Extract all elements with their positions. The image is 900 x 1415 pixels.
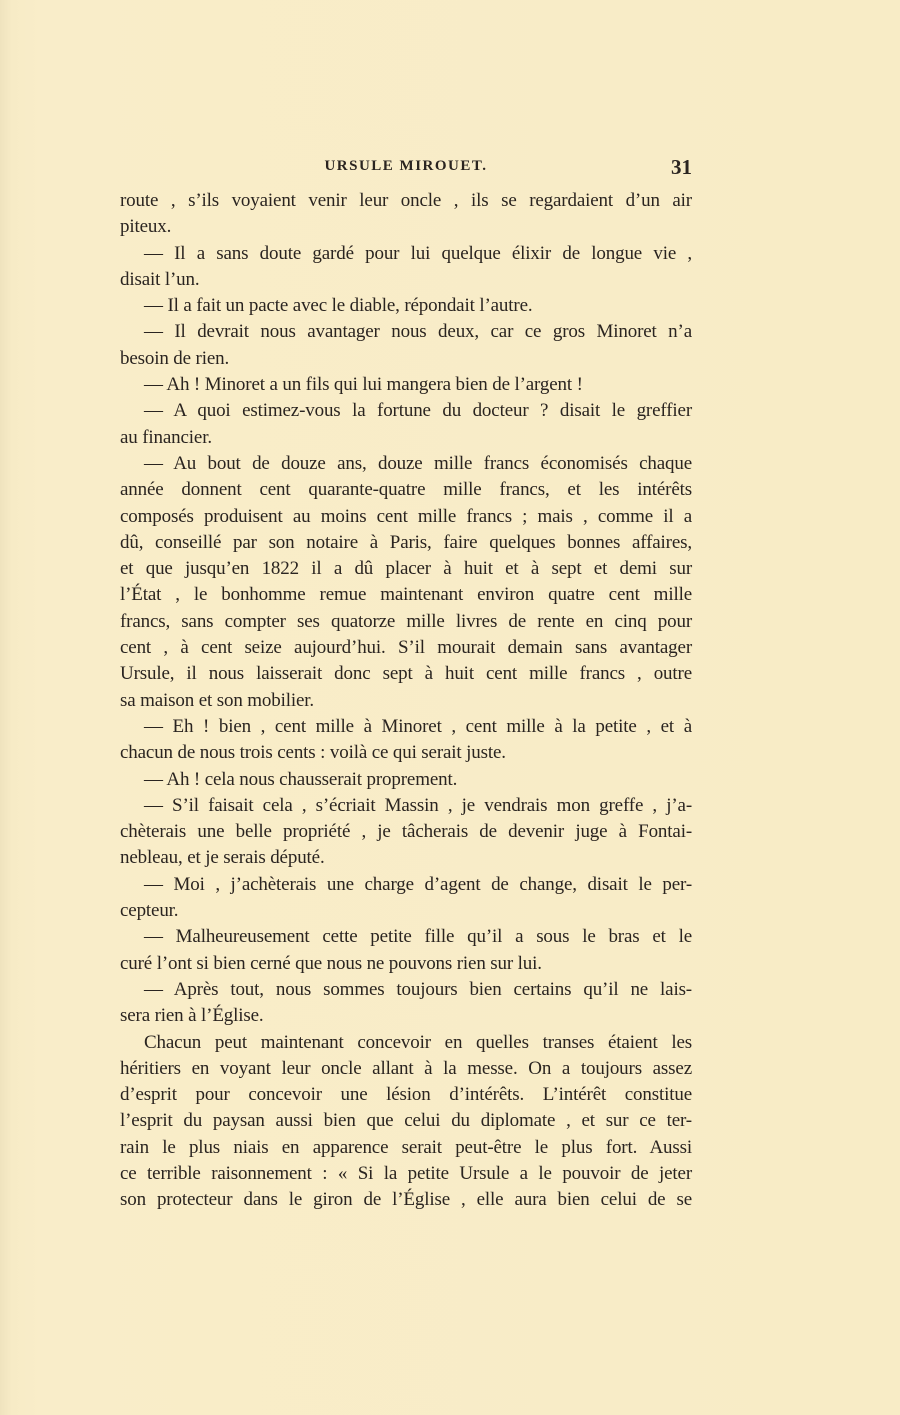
body-text [120,188,692,1214]
running-title: URSULE MIROUET. [324,158,488,174]
text-line: nebleau, et je serais député. [120,847,325,869]
text-line: sa maison et son mobilier. [120,689,314,711]
text-line: — Ah ! cela nous chausserait proprement. [144,768,458,790]
text-line: — Ah ! Minoret a un fils qui lui mangera bien de l’argent ! [144,374,583,396]
text-line: — Après tout, nous sommes toujours bien certains qu’il ne lais- [144,978,692,1000]
text-line: besoin de rien. [120,347,230,369]
text-line: sera rien à l’Église. [120,1005,264,1027]
text-line: l’esprit du paysan aussi bien que celui du diplomate , et sur ce ter- [120,1110,692,1132]
paragraph [120,451,692,714]
paragraph [120,319,692,372]
page-header [120,155,692,184]
text-line: Chacun peut maintenant concevoir en quelles transes étaient les [144,1031,692,1053]
text-line: l’État , le bonhomme remue maintenant environ quatre cent mille [120,584,692,606]
text-line: ce terrible raisonnement : « Si la petite Ursule a le pouvoir de jeter [120,1162,692,1184]
text-line: — A quoi estimez-vous la fortune du docteur ? disait le greffier [144,400,692,422]
paragraph [120,372,692,398]
text-line: Ursule, il nous laisserait donc sept à huit cent mille francs , outre [120,663,692,685]
text-line: au financier. [120,426,212,448]
paragraph [120,977,692,1030]
paragraph [120,714,692,767]
text-line: cent , à cent seize aujourd’hui. S’il mourait demain sans avantager [120,637,692,659]
text-line: chacun de nous trois cents : voilà ce qui serait juste. [120,742,506,764]
text-line: son protecteur dans le giron de l’Église , elle aura bien celui de se [120,1189,692,1211]
text-line: — Il a fait un pacte avec le diable, répondait l’autre. [144,295,533,317]
text-line: — Malheureusement cette petite fille qu’il a sous le bras et le [144,926,692,948]
text-line: cepteur. [120,900,179,922]
text-line: héritiers en voyant leur oncle allant à la messe. On a toujours assez [120,1057,692,1079]
paragraph [120,293,692,319]
paragraph [120,793,692,872]
text-line: et que jusqu’en 1822 il a dû placer à huit et à sept et demi sur [120,558,692,580]
text-line: disait l’un. [120,268,200,290]
paragraph [120,398,692,451]
paragraph [120,872,692,925]
paragraph [120,767,692,793]
paragraph [120,241,692,294]
text-line: — Il a sans doute gardé pour lui quelque élixir de longue vie , [144,242,692,264]
paragraph [120,924,692,977]
text-line: dû, conseillé par son notaire à Paris, faire quelques bonnes affaires, [120,531,692,553]
text-line: chèterais une belle propriété , je tâcherais de devenir juge à Fontai- [120,821,692,843]
page-number: 31 [671,155,692,179]
text-line: curé l’ont si bien cerné que nous ne pouvons rien sur lui. [120,952,542,974]
text-line: — Il devrait nous avantager nous deux, car ce gros Minoret n’a [144,321,692,343]
text-line: — Au bout de douze ans, douze mille francs économisés chaque [144,452,692,474]
text-line: — Eh ! bien , cent mille à Minoret , cent mille à la petite , et à [144,715,692,737]
text-line: année donnent cent quarante-quatre mille francs, et les intérêts [120,479,692,501]
text-line: composés produisent au moins cent mille francs ; mais , comme il a [120,505,692,527]
text-line: — S’il faisait cela , s’écriait Massin , je vendrais mon greffe , j’a- [144,794,692,816]
text-line: d’esprit pour concevoir une lésion d’intérêts. L’intérêt constitue [120,1084,692,1106]
paragraph [120,1030,692,1214]
text-line: — Moi , j’achèterais une charge d’agent de change, disait le per- [144,873,692,895]
text-line: francs, sans compter ses quatorze mille livres de rente en cinq pour [120,610,692,632]
paragraph [120,188,692,241]
text-line: piteux. [120,216,172,238]
text-line: route , s’ils voyaient venir leur oncle , ils se regardaient d’un air [120,190,692,211]
text-line: rain le plus niais en apparence serait peut-être le plus fort. Aussi [120,1136,692,1158]
